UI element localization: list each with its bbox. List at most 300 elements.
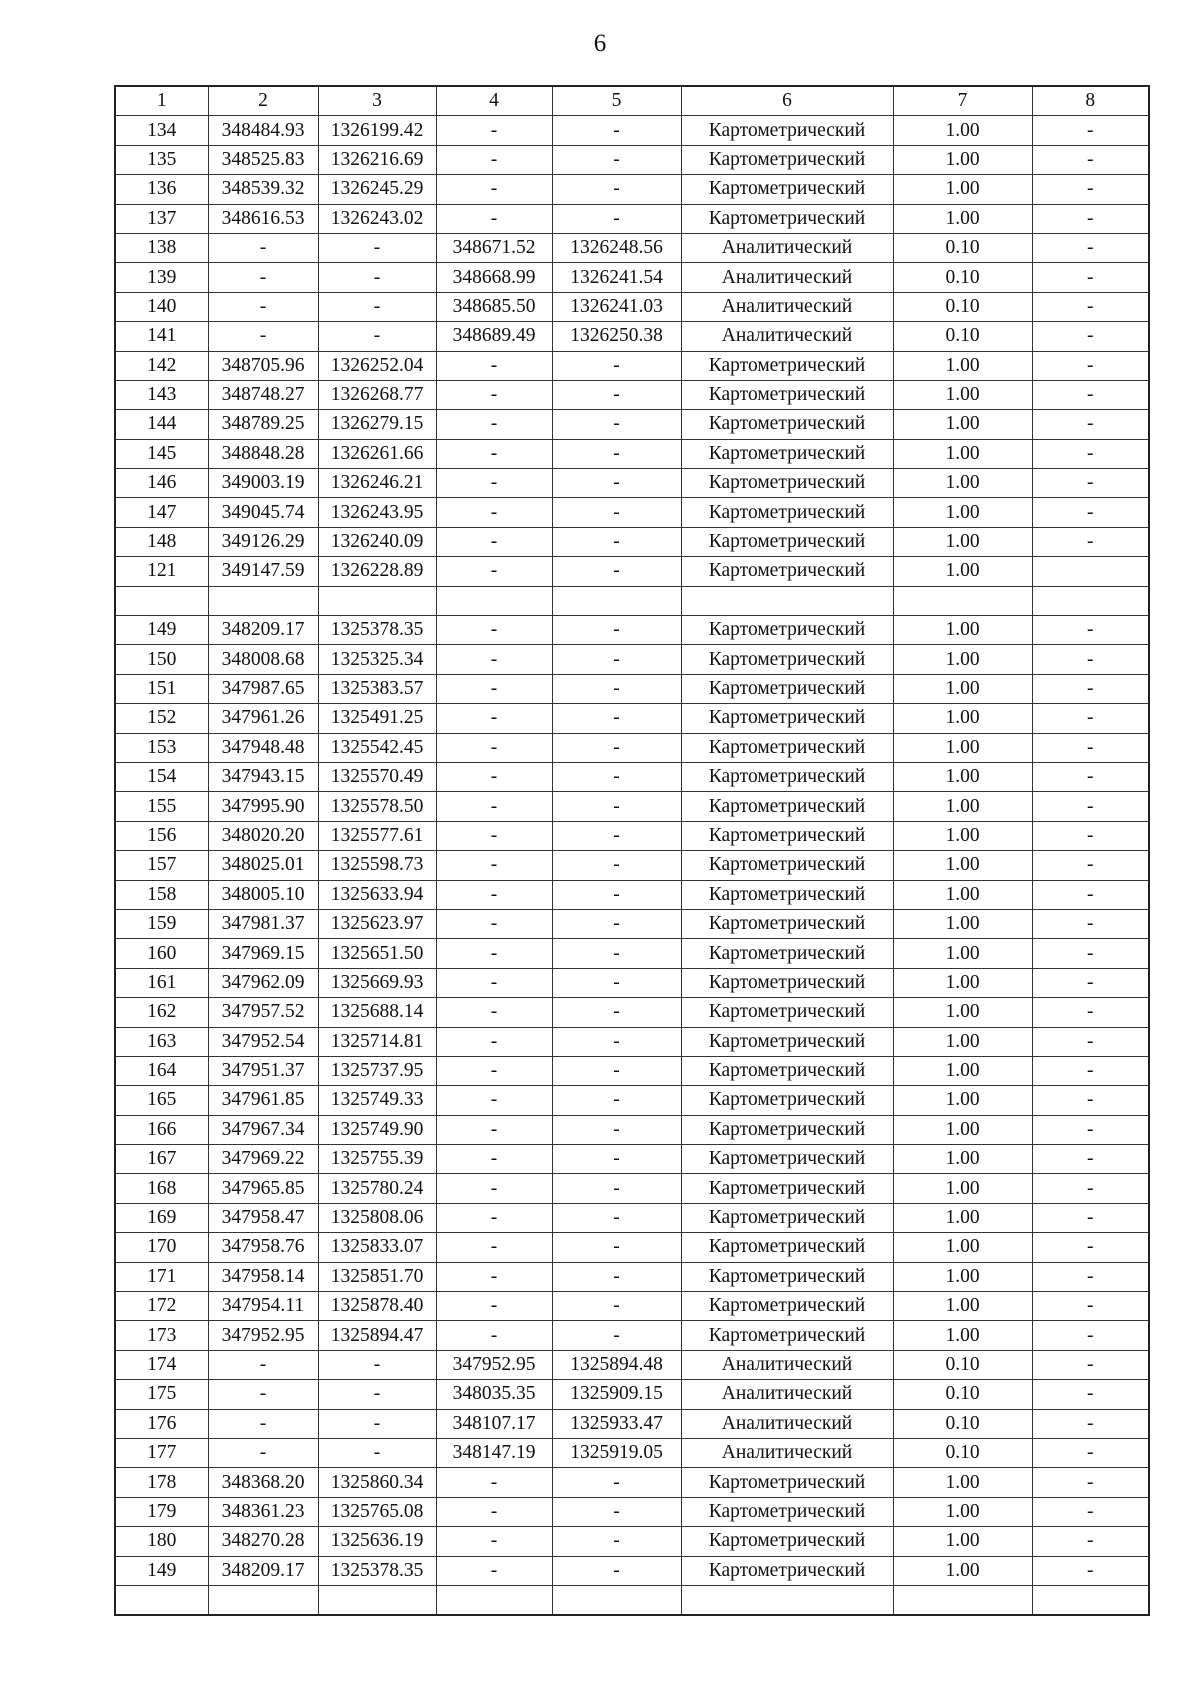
- table-cell: 152: [115, 704, 208, 733]
- table-cell: -: [436, 380, 552, 409]
- table-row: [115, 1556, 1149, 1585]
- table-cell: 348147.19: [436, 1438, 552, 1467]
- table-cell: 1325325.34: [318, 645, 436, 674]
- table-cell: 1326216.69: [318, 145, 436, 174]
- table-cell: Аналитический: [681, 322, 893, 351]
- table-cell: -: [436, 1468, 552, 1497]
- table-cell: -: [1032, 762, 1149, 791]
- table-cell: -: [552, 998, 681, 1027]
- table-cell: 177: [115, 1438, 208, 1467]
- table-cell: -: [552, 1497, 681, 1526]
- table-cell: 1325780.24: [318, 1174, 436, 1203]
- table-cell: Картометрический: [681, 1556, 893, 1585]
- table-row: [115, 880, 1149, 909]
- table-cell: 1325933.47: [552, 1409, 681, 1438]
- table-cell: 1326261.66: [318, 439, 436, 468]
- table-cell: 1.00: [893, 410, 1032, 439]
- table-cell: -: [318, 1350, 436, 1379]
- table-cell: 159: [115, 909, 208, 938]
- table-cell: 1325860.34: [318, 1468, 436, 1497]
- table-cell: Аналитический: [681, 292, 893, 321]
- table-cell: [318, 1585, 436, 1615]
- table-cell: 0.10: [893, 292, 1032, 321]
- table-cell: -: [552, 821, 681, 850]
- table-cell: -: [552, 1115, 681, 1144]
- table-cell: 150: [115, 645, 208, 674]
- table-cell: -: [552, 851, 681, 880]
- table-cell: -: [436, 968, 552, 997]
- table-cell: -: [436, 410, 552, 439]
- table-cell: 347962.09: [208, 968, 318, 997]
- table-cell: 157: [115, 851, 208, 880]
- table-cell: 1325878.40: [318, 1292, 436, 1321]
- page-number: 6: [593, 30, 607, 57]
- table-cell: Картометрический: [681, 792, 893, 821]
- table-cell: -: [552, 527, 681, 556]
- table-cell: 160: [115, 939, 208, 968]
- table-cell: 347995.90: [208, 792, 318, 821]
- table-cell: 348209.17: [208, 1556, 318, 1585]
- table-cell: 347954.11: [208, 1292, 318, 1321]
- table-cell: -: [436, 204, 552, 233]
- table-cell: 348748.27: [208, 380, 318, 409]
- table-cell: -: [1032, 1115, 1149, 1144]
- table-cell: 1325570.49: [318, 762, 436, 791]
- table-cell: Аналитический: [681, 263, 893, 292]
- table-row: [115, 1321, 1149, 1350]
- table-cell: -: [436, 762, 552, 791]
- table-cell: 347969.15: [208, 939, 318, 968]
- table-cell: Картометрический: [681, 1468, 893, 1497]
- table-cell: -: [208, 233, 318, 262]
- table-cell: -: [1032, 1438, 1149, 1467]
- table-row: [115, 1409, 1149, 1438]
- table-row: [115, 410, 1149, 439]
- table-cell: -: [552, 880, 681, 909]
- table-cell: 1326252.04: [318, 351, 436, 380]
- table-cell: -: [1032, 1145, 1149, 1174]
- table-cell: 1.00: [893, 1086, 1032, 1115]
- table-cell: 145: [115, 439, 208, 468]
- table-cell: 347948.48: [208, 733, 318, 762]
- table-cell: 348035.35: [436, 1380, 552, 1409]
- table-row: [115, 1380, 1149, 1409]
- table-cell: 347965.85: [208, 1174, 318, 1203]
- table-cell: 1.00: [893, 733, 1032, 762]
- table-cell: 176: [115, 1409, 208, 1438]
- table-cell: Аналитический: [681, 1380, 893, 1409]
- table-cell: 348361.23: [208, 1497, 318, 1526]
- table-cell: 154: [115, 762, 208, 791]
- table-cell: -: [208, 263, 318, 292]
- column-header: 3: [318, 86, 436, 116]
- table-cell: 1.00: [893, 351, 1032, 380]
- table-header-row: [115, 86, 1149, 116]
- table-cell: -: [318, 292, 436, 321]
- table-cell: [1032, 557, 1149, 586]
- table-cell: 134: [115, 116, 208, 145]
- table-cell: -: [1032, 968, 1149, 997]
- table-cell: -: [1032, 175, 1149, 204]
- table-cell: 1326241.03: [552, 292, 681, 321]
- table-row: [115, 1174, 1149, 1203]
- table-cell: -: [436, 851, 552, 880]
- table-cell: 143: [115, 380, 208, 409]
- table-cell: Картометрический: [681, 1086, 893, 1115]
- table-cell: 168: [115, 1174, 208, 1203]
- table-cell: -: [1032, 998, 1149, 1027]
- table-cell: [208, 1585, 318, 1615]
- table-cell: -: [318, 322, 436, 351]
- table-cell: 166: [115, 1115, 208, 1144]
- table-cell: -: [436, 1497, 552, 1526]
- table-cell: 1.00: [893, 1321, 1032, 1350]
- table-cell: 1.00: [893, 1027, 1032, 1056]
- table-cell: 348008.68: [208, 645, 318, 674]
- table-cell: Картометрический: [681, 1174, 893, 1203]
- table-cell: -: [1032, 851, 1149, 880]
- table-cell: 1325894.48: [552, 1350, 681, 1379]
- table-cell: -: [436, 704, 552, 733]
- table-cell: [552, 1585, 681, 1615]
- table-cell: 1.00: [893, 204, 1032, 233]
- table-cell: 348789.25: [208, 410, 318, 439]
- table-cell: -: [436, 880, 552, 909]
- table-cell: -: [1032, 498, 1149, 527]
- table-row: [115, 674, 1149, 703]
- table-row: [115, 733, 1149, 762]
- table-cell: Картометрический: [681, 851, 893, 880]
- table-row: [115, 527, 1149, 556]
- table-cell: -: [318, 233, 436, 262]
- table-cell: -: [208, 1409, 318, 1438]
- table-cell: 1325765.08: [318, 1497, 436, 1526]
- table-cell: 1325378.35: [318, 616, 436, 645]
- table-cell: 1326240.09: [318, 527, 436, 556]
- table-cell: 347952.95: [208, 1321, 318, 1350]
- table-cell: Картометрический: [681, 616, 893, 645]
- table-cell: Картометрический: [681, 1027, 893, 1056]
- table-cell: 1325578.50: [318, 792, 436, 821]
- table-cell: 1325714.81: [318, 1027, 436, 1056]
- table-cell: 1325636.19: [318, 1527, 436, 1556]
- table-cell: 146: [115, 469, 208, 498]
- table-cell: Картометрический: [681, 939, 893, 968]
- table-cell: -: [1032, 1350, 1149, 1379]
- table-cell: Картометрический: [681, 175, 893, 204]
- table-cell: -: [1032, 410, 1149, 439]
- table-cell: 1326246.21: [318, 469, 436, 498]
- table-cell: 1.00: [893, 674, 1032, 703]
- table-cell: 349126.29: [208, 527, 318, 556]
- table-cell: 1.00: [893, 762, 1032, 791]
- table-cell: -: [552, 733, 681, 762]
- table-cell: -: [436, 821, 552, 850]
- table-cell: 347958.47: [208, 1203, 318, 1232]
- table-cell: -: [436, 674, 552, 703]
- table-cell: -: [552, 498, 681, 527]
- coordinates-table: [114, 85, 1150, 1616]
- table-cell: 0.10: [893, 1438, 1032, 1467]
- table-cell: 164: [115, 1056, 208, 1085]
- table-cell: [681, 1585, 893, 1615]
- table-cell: 1325623.97: [318, 909, 436, 938]
- table-cell: -: [436, 939, 552, 968]
- table-cell: 1.00: [893, 145, 1032, 174]
- table-cell: 1.00: [893, 998, 1032, 1027]
- table-cell: 1.00: [893, 175, 1032, 204]
- table-row: [115, 439, 1149, 468]
- table-cell: -: [552, 1468, 681, 1497]
- table-row: [115, 469, 1149, 498]
- table-row: [115, 1115, 1149, 1144]
- table-row: [115, 1468, 1149, 1497]
- table-cell: -: [1032, 821, 1149, 850]
- table-cell: 1325378.35: [318, 1556, 436, 1585]
- table-row: [115, 645, 1149, 674]
- table-cell: Картометрический: [681, 145, 893, 174]
- table-cell: 348705.96: [208, 351, 318, 380]
- table-cell: -: [552, 939, 681, 968]
- table-row: [115, 145, 1149, 174]
- table-cell: Картометрический: [681, 1056, 893, 1085]
- table-cell: 149: [115, 616, 208, 645]
- table-cell: 347981.37: [208, 909, 318, 938]
- table-cell: Картометрический: [681, 380, 893, 409]
- table-cell: -: [436, 469, 552, 498]
- table-cell: -: [552, 1292, 681, 1321]
- table-cell: -: [1032, 792, 1149, 821]
- table-cell: -: [436, 557, 552, 586]
- table-cell: Картометрический: [681, 410, 893, 439]
- table-cell: 162: [115, 998, 208, 1027]
- table-cell: Картометрический: [681, 1497, 893, 1526]
- table-cell: 348020.20: [208, 821, 318, 850]
- table-row: [115, 1350, 1149, 1379]
- table-cell: 1.00: [893, 1468, 1032, 1497]
- table-cell: [115, 1585, 208, 1615]
- table-cell: Картометрический: [681, 1115, 893, 1144]
- table-row: [115, 1233, 1149, 1262]
- table-cell: -: [436, 645, 552, 674]
- table-cell: 1326241.54: [552, 263, 681, 292]
- table-cell: -: [436, 1115, 552, 1144]
- table-cell: -: [1032, 1527, 1149, 1556]
- table-cell: Картометрический: [681, 1292, 893, 1321]
- table-cell: -: [1032, 439, 1149, 468]
- table-cell: 1.00: [893, 909, 1032, 938]
- table-cell: 1.00: [893, 557, 1032, 586]
- table-cell: -: [1032, 1292, 1149, 1321]
- table-row: [115, 851, 1149, 880]
- table-cell: -: [208, 292, 318, 321]
- table-row: [115, 557, 1149, 586]
- table-cell: 1.00: [893, 1292, 1032, 1321]
- table-cell: 347967.34: [208, 1115, 318, 1144]
- table-cell: -: [552, 1203, 681, 1232]
- table-cell: 1325894.47: [318, 1321, 436, 1350]
- table-cell: 348005.10: [208, 880, 318, 909]
- table-cell: 1325737.95: [318, 1056, 436, 1085]
- table-cell: 1.00: [893, 880, 1032, 909]
- table-row: [115, 1203, 1149, 1232]
- table-cell: -: [552, 1056, 681, 1085]
- table-cell: -: [552, 762, 681, 791]
- table-cell: 1325755.39: [318, 1145, 436, 1174]
- table-cell: 1.00: [893, 968, 1032, 997]
- table-cell: -: [1032, 1233, 1149, 1262]
- column-header: 2: [208, 86, 318, 116]
- table-cell: -: [436, 498, 552, 527]
- table-row: [115, 1585, 1149, 1615]
- table-cell: 180: [115, 1527, 208, 1556]
- table-cell: 1.00: [893, 469, 1032, 498]
- table-row: [115, 821, 1149, 850]
- table-cell: -: [1032, 263, 1149, 292]
- table-cell: 172: [115, 1292, 208, 1321]
- column-header: 8: [1032, 86, 1149, 116]
- table-cell: 155: [115, 792, 208, 821]
- table-cell: [1032, 586, 1149, 615]
- table-cell: 1.00: [893, 616, 1032, 645]
- table-cell: 1325909.15: [552, 1380, 681, 1409]
- table-cell: -: [436, 909, 552, 938]
- table-row: [115, 1527, 1149, 1556]
- table-cell: 349045.74: [208, 498, 318, 527]
- table-cell: Аналитический: [681, 1350, 893, 1379]
- table-cell: -: [1032, 292, 1149, 321]
- table-cell: -: [552, 1556, 681, 1585]
- table-cell: 1325688.14: [318, 998, 436, 1027]
- table-cell: -: [552, 557, 681, 586]
- table-cell: -: [436, 1233, 552, 1262]
- table-cell: -: [208, 1380, 318, 1409]
- table-cell: -: [552, 909, 681, 938]
- table-cell: Картометрический: [681, 762, 893, 791]
- table-row: [115, 292, 1149, 321]
- table-cell: 1.00: [893, 380, 1032, 409]
- table-cell: Картометрический: [681, 1203, 893, 1232]
- table-cell: Картометрический: [681, 1527, 893, 1556]
- table-cell: Картометрический: [681, 498, 893, 527]
- table-cell: 349147.59: [208, 557, 318, 586]
- table-cell: -: [318, 263, 436, 292]
- table-row: [115, 380, 1149, 409]
- table-cell: -: [1032, 939, 1149, 968]
- table-cell: Картометрический: [681, 821, 893, 850]
- table-cell: -: [552, 1233, 681, 1262]
- table-cell: 167: [115, 1145, 208, 1174]
- table-cell: 147: [115, 498, 208, 527]
- table-cell: Картометрический: [681, 909, 893, 938]
- table-cell: -: [1032, 645, 1149, 674]
- table-cell: -: [318, 1409, 436, 1438]
- table-cell: -: [1032, 351, 1149, 380]
- table-cell: 179: [115, 1497, 208, 1526]
- table-cell: 347958.76: [208, 1233, 318, 1262]
- table-row: [115, 909, 1149, 938]
- table-cell: -: [318, 1438, 436, 1467]
- table-cell: -: [1032, 322, 1149, 351]
- table-cell: 1325919.05: [552, 1438, 681, 1467]
- table-cell: -: [552, 1321, 681, 1350]
- table-cell: 347987.65: [208, 674, 318, 703]
- table-cell: -: [1032, 1203, 1149, 1232]
- table-cell: 1325833.07: [318, 1233, 436, 1262]
- table-cell: -: [436, 1321, 552, 1350]
- table-cell: 1325491.25: [318, 704, 436, 733]
- table-cell: -: [552, 1262, 681, 1291]
- table-cell: [893, 1585, 1032, 1615]
- table-cell: -: [436, 1174, 552, 1203]
- table-cell: 348107.17: [436, 1409, 552, 1438]
- table-cell: -: [552, 1174, 681, 1203]
- table-cell: 142: [115, 351, 208, 380]
- table-row: [115, 998, 1149, 1027]
- table-cell: 1.00: [893, 1145, 1032, 1174]
- table-cell: 153: [115, 733, 208, 762]
- table-cell: 139: [115, 263, 208, 292]
- table-cell: 0.10: [893, 1350, 1032, 1379]
- table-cell: 169: [115, 1203, 208, 1232]
- table-cell: -: [552, 380, 681, 409]
- table-cell: 158: [115, 880, 208, 909]
- table-cell: 348525.83: [208, 145, 318, 174]
- table-row: [115, 116, 1149, 145]
- table-cell: [893, 586, 1032, 615]
- table-cell: 161: [115, 968, 208, 997]
- table-cell: 1325633.94: [318, 880, 436, 909]
- table-row: [115, 762, 1149, 791]
- table-cell: -: [1032, 674, 1149, 703]
- table-cell: -: [1032, 469, 1149, 498]
- table-row: [115, 322, 1149, 351]
- table-cell: [318, 586, 436, 615]
- table-cell: 165: [115, 1086, 208, 1115]
- table-row: [115, 968, 1149, 997]
- table-cell: -: [318, 1380, 436, 1409]
- table-cell: -: [436, 1262, 552, 1291]
- table-cell: Картометрический: [681, 880, 893, 909]
- table-cell: 347951.37: [208, 1056, 318, 1085]
- table-cell: [436, 1585, 552, 1615]
- table-row: [115, 939, 1149, 968]
- table-cell: Картометрический: [681, 674, 893, 703]
- table-cell: -: [1032, 1321, 1149, 1350]
- table-cell: Картометрический: [681, 1262, 893, 1291]
- table-cell: 1325651.50: [318, 939, 436, 968]
- table-cell: -: [552, 1086, 681, 1115]
- table-cell: 347961.26: [208, 704, 318, 733]
- table-cell: 151: [115, 674, 208, 703]
- table-cell: -: [552, 145, 681, 174]
- table-cell: 1.00: [893, 439, 1032, 468]
- table-cell: -: [552, 1145, 681, 1174]
- table-cell: Картометрический: [681, 968, 893, 997]
- table-cell: 347952.54: [208, 1027, 318, 1056]
- table-cell: 348689.49: [436, 322, 552, 351]
- table-cell: 178: [115, 1468, 208, 1497]
- table-cell: -: [208, 1438, 318, 1467]
- table-cell: Картометрический: [681, 527, 893, 556]
- table-cell: -: [1032, 1409, 1149, 1438]
- table-cell: Картометрический: [681, 645, 893, 674]
- table-cell: 174: [115, 1350, 208, 1379]
- table-cell: 1.00: [893, 851, 1032, 880]
- table-cell: [436, 586, 552, 615]
- table-cell: 348616.53: [208, 204, 318, 233]
- table-cell: -: [552, 204, 681, 233]
